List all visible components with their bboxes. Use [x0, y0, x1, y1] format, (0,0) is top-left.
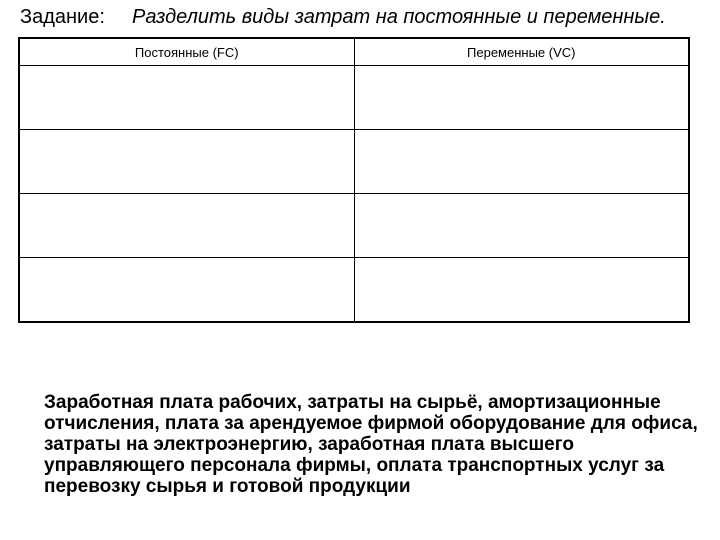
task-statement: Разделить виды затрат на постоянные и переменные. — [132, 6, 666, 28]
table-row — [19, 194, 689, 258]
fixed-cost-cell[interactable] — [19, 130, 354, 194]
table-header-row — [19, 38, 689, 66]
variable-cost-cell[interactable] — [354, 194, 689, 258]
table-row — [19, 66, 689, 130]
table-row — [19, 130, 689, 194]
fixed-cost-cell[interactable] — [19, 258, 354, 323]
column-header-fixed-costs: Постоянные (FC) — [19, 38, 354, 66]
variable-cost-cell[interactable] — [354, 66, 689, 130]
column-header-variable-costs: Переменные (VC) — [354, 38, 689, 66]
fixed-cost-cell[interactable] — [19, 66, 354, 130]
variable-cost-cell[interactable] — [354, 258, 689, 323]
cost-classification-table — [18, 37, 690, 323]
task-label: Задание: — [20, 6, 105, 28]
table-row — [19, 258, 689, 323]
fixed-cost-cell[interactable] — [19, 194, 354, 258]
cost-items-list: Заработная плата рабочих, затраты на сырьё, амортизационные отчисления, плата за арендуемое фирмой оборудование для офиса, затраты на электроэнергию, заработная плата высшего управляющего персонала фирмы, оплата транспортных услуг за перевозку сырья и готовой продукции — [44, 392, 698, 497]
variable-cost-cell[interactable] — [354, 130, 689, 194]
